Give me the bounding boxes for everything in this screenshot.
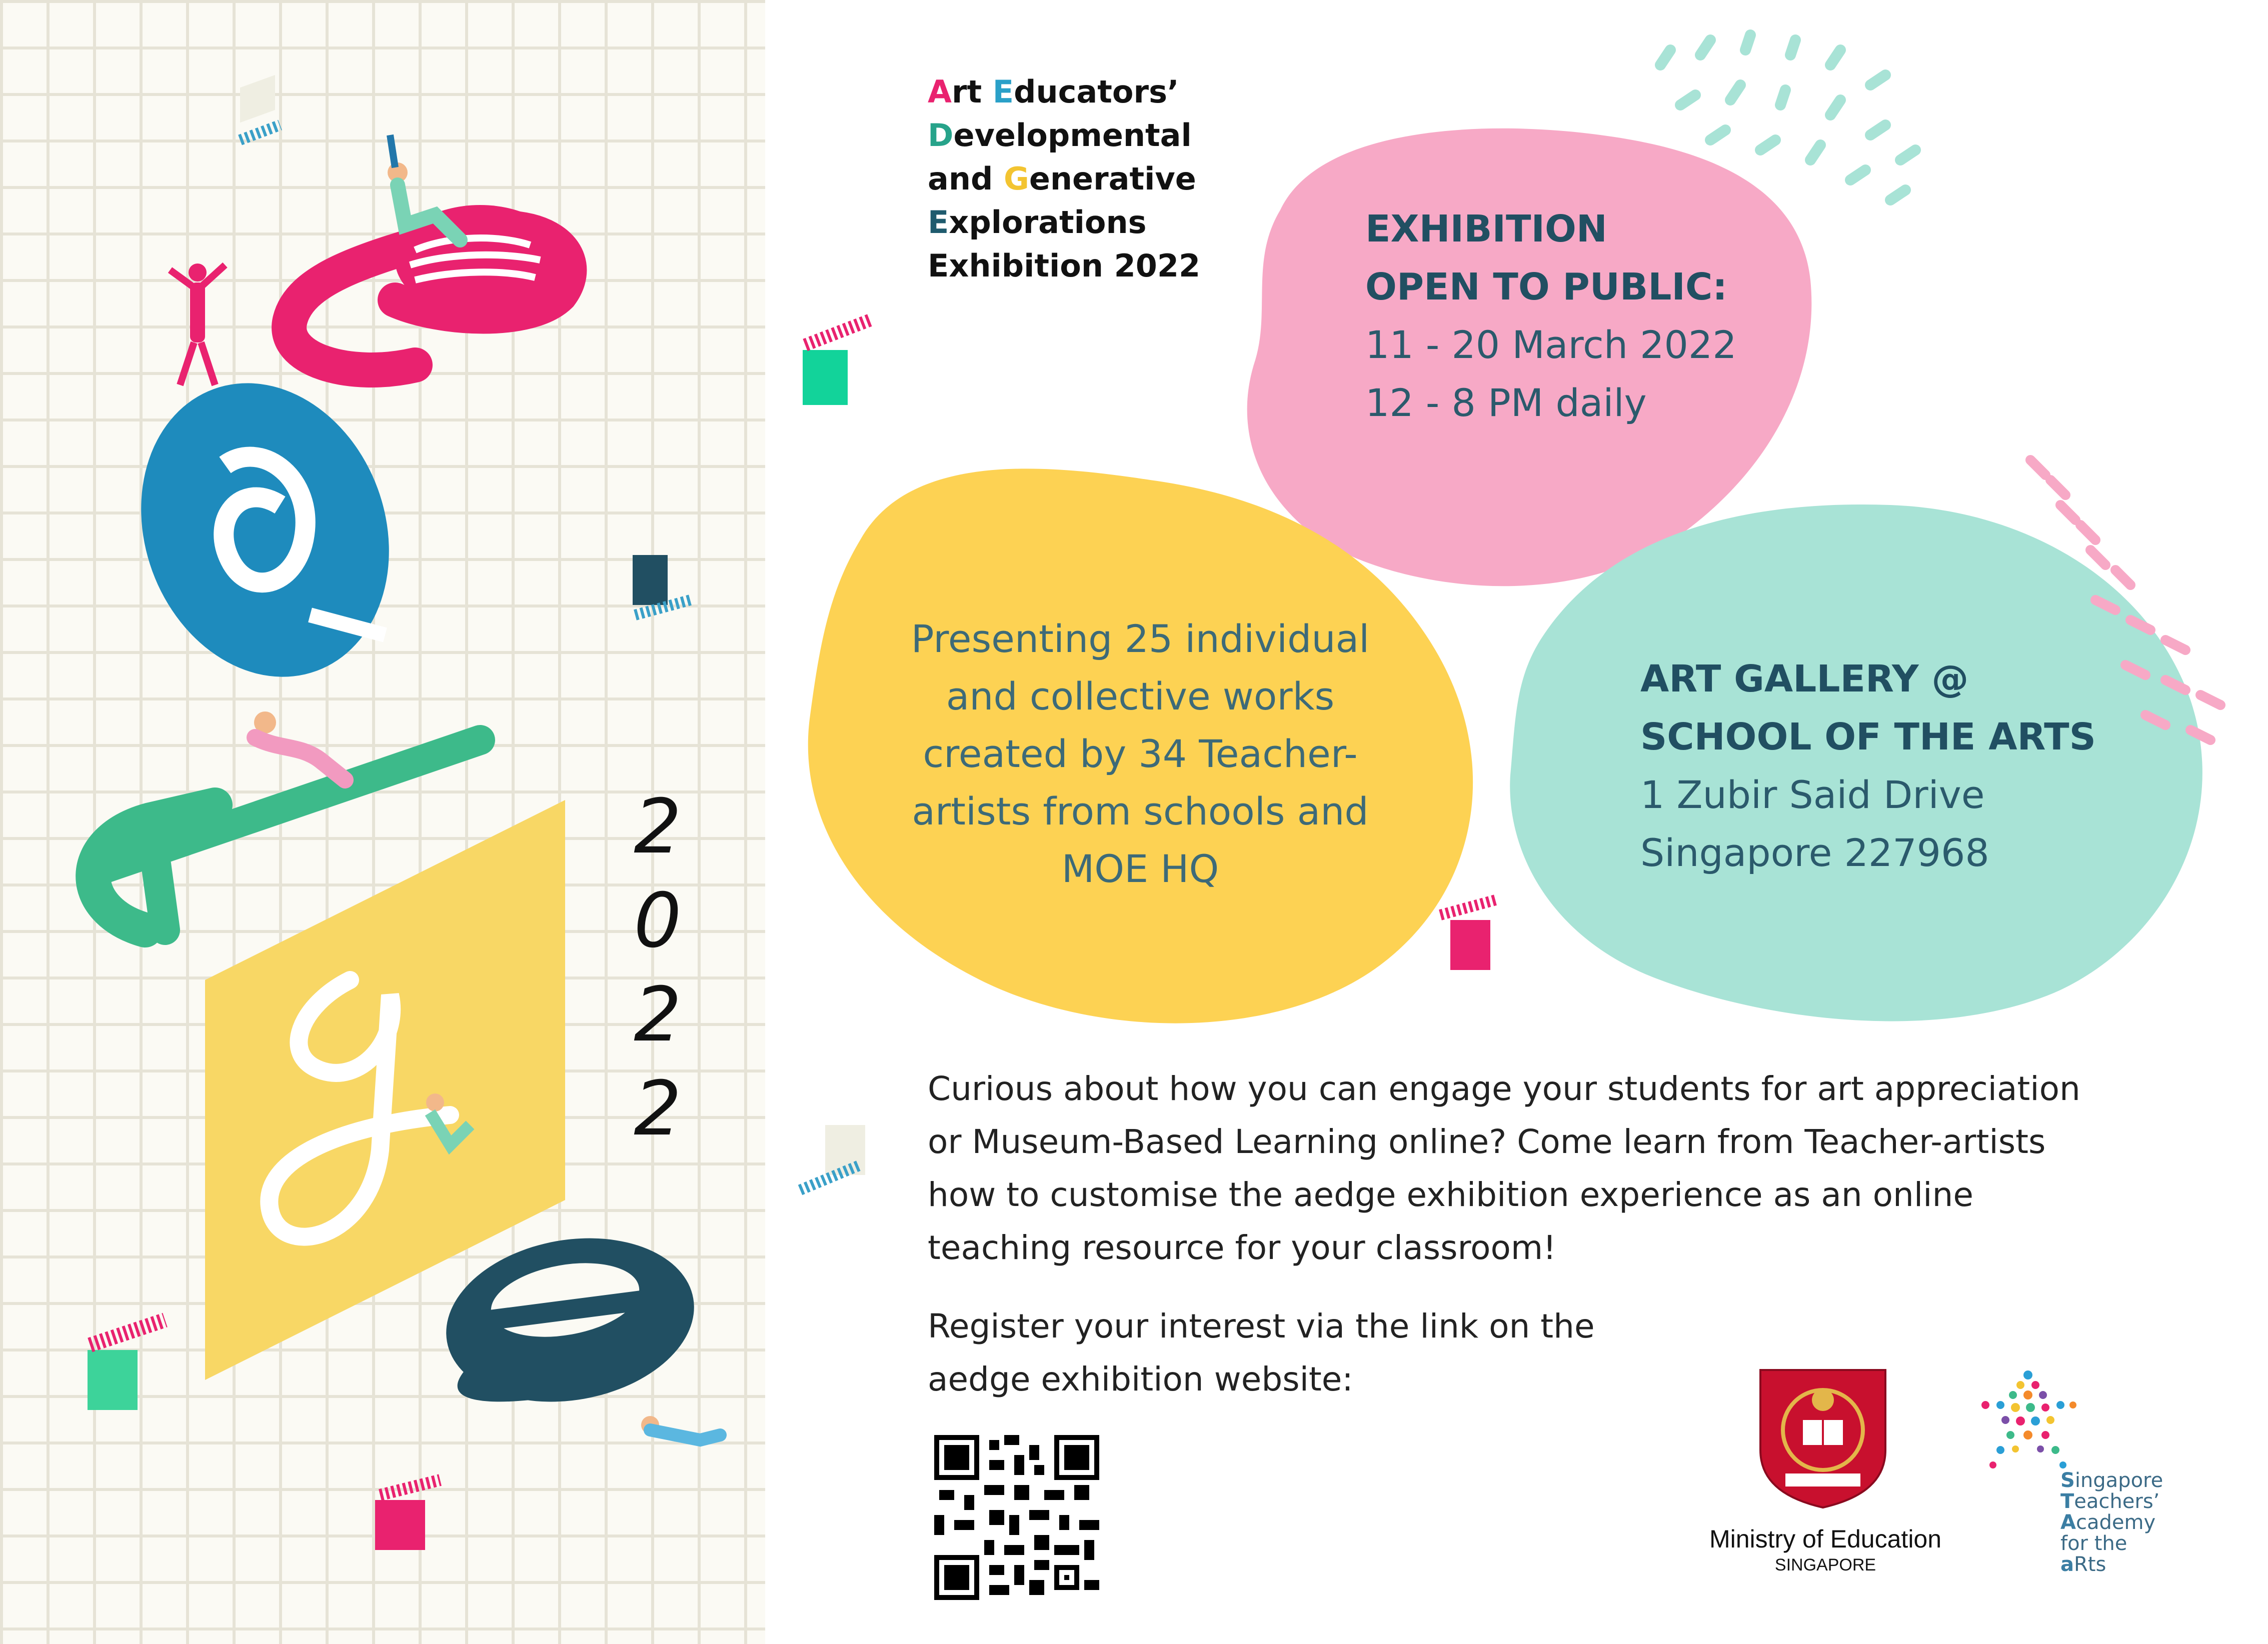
title-text: enerative bbox=[1029, 160, 1196, 197]
title-line bbox=[928, 70, 1200, 114]
presenting-line: and collective works bbox=[946, 674, 1335, 718]
star-line bbox=[2060, 1554, 2163, 1575]
star-line bbox=[2060, 1470, 2163, 1491]
register-line: aedge exhibition website: bbox=[928, 1360, 1353, 1398]
exhibition-dates: 11 - 20 March 2022 bbox=[1365, 322, 1737, 367]
venue-heading: SCHOOL OF THE ARTS bbox=[1640, 716, 2096, 758]
star-initial: a bbox=[2060, 1553, 2074, 1576]
year-digit: 2 bbox=[634, 1066, 682, 1152]
title-initial: G bbox=[1003, 160, 1029, 197]
presenting-line: created by 34 Teacher- bbox=[923, 732, 1358, 776]
presenting-line: Presenting 25 individual bbox=[911, 616, 1370, 661]
title-text: ducators’ bbox=[1014, 74, 1179, 110]
exhibition-title bbox=[928, 70, 1200, 288]
title-initial: A bbox=[928, 74, 952, 110]
star-line bbox=[2060, 1491, 2163, 1512]
star-text-part: ingapore bbox=[2074, 1469, 2163, 1492]
venue-heading: ART GALLERY @ bbox=[1640, 658, 1969, 700]
exhibition-heading: OPEN TO PUBLIC: bbox=[1365, 266, 1727, 308]
presenting-block bbox=[890, 610, 1390, 898]
paragraph-line: how to customise the aedge exhibition experience as an online bbox=[928, 1176, 1973, 1214]
star-line bbox=[2060, 1512, 2163, 1533]
star-text-part: cademy bbox=[2075, 1511, 2156, 1534]
moe-crest-icon bbox=[1755, 1365, 1890, 1510]
star-initial: A bbox=[2060, 1511, 2076, 1534]
year-digit: 2 bbox=[634, 784, 682, 870]
exhibition-hours: 12 - 8 PM daily bbox=[1365, 380, 1647, 425]
title-line bbox=[928, 114, 1200, 157]
moe-country: SINGAPORE bbox=[1774, 1556, 1876, 1574]
title-text: evelopmental bbox=[953, 117, 1192, 154]
star-logo-icon bbox=[1970, 1365, 2085, 1480]
star-initial: S bbox=[2060, 1469, 2075, 1492]
exhibition-dates-block bbox=[1365, 200, 1815, 432]
moe-name: Ministry of Education bbox=[1709, 1525, 1942, 1553]
cube-green-top bbox=[803, 320, 870, 405]
register-line: Register your interest via the link on the bbox=[928, 1307, 1595, 1346]
exhibition-heading: EXHIBITION bbox=[1365, 208, 1607, 250]
cube-cream-lower bbox=[800, 1125, 865, 1190]
paragraph-line: teaching resource for your classroom! bbox=[928, 1228, 1556, 1267]
presenting-line: artists from schools and bbox=[912, 789, 1369, 834]
title-text: and bbox=[928, 160, 1004, 197]
title-initial: D bbox=[928, 117, 954, 154]
year-digit: 0 bbox=[634, 878, 682, 964]
star-text-part: Rts bbox=[2074, 1553, 2106, 1576]
title-line bbox=[928, 157, 1200, 200]
venue-address: 1 Zubir Said Drive bbox=[1640, 772, 1985, 817]
year-digit: 2 bbox=[634, 972, 682, 1058]
presenting-line: MOE HQ bbox=[1061, 846, 1219, 891]
star-academy-name bbox=[2060, 1470, 2163, 1575]
register-text bbox=[928, 1300, 1678, 1406]
description-paragraph bbox=[928, 1062, 2178, 1274]
paragraph-line: Curious about how you can engage your students for art appreciation bbox=[928, 1070, 2080, 1108]
qr-code-icon[interactable] bbox=[934, 1435, 1099, 1600]
star-line bbox=[2060, 1533, 2163, 1554]
paragraph-line: or Museum-Based Learning online? Come learn from Teacher-artists bbox=[928, 1122, 2046, 1161]
title-initial: E bbox=[992, 74, 1014, 110]
title-text: rt bbox=[951, 74, 993, 110]
venue-block bbox=[1640, 650, 2140, 882]
star-text-part: eachers’ bbox=[2074, 1490, 2160, 1513]
cube-pink-middle bbox=[1440, 900, 1495, 970]
star-initial: T bbox=[2060, 1490, 2074, 1513]
venue-address: Singapore 227968 bbox=[1640, 830, 1989, 875]
title-initial: E bbox=[928, 204, 949, 240]
title-line bbox=[928, 200, 1200, 244]
star-text-part: for the bbox=[2060, 1532, 2127, 1555]
title-line: Exhibition 2022 bbox=[928, 248, 1201, 284]
title-text: xplorations bbox=[949, 204, 1147, 240]
